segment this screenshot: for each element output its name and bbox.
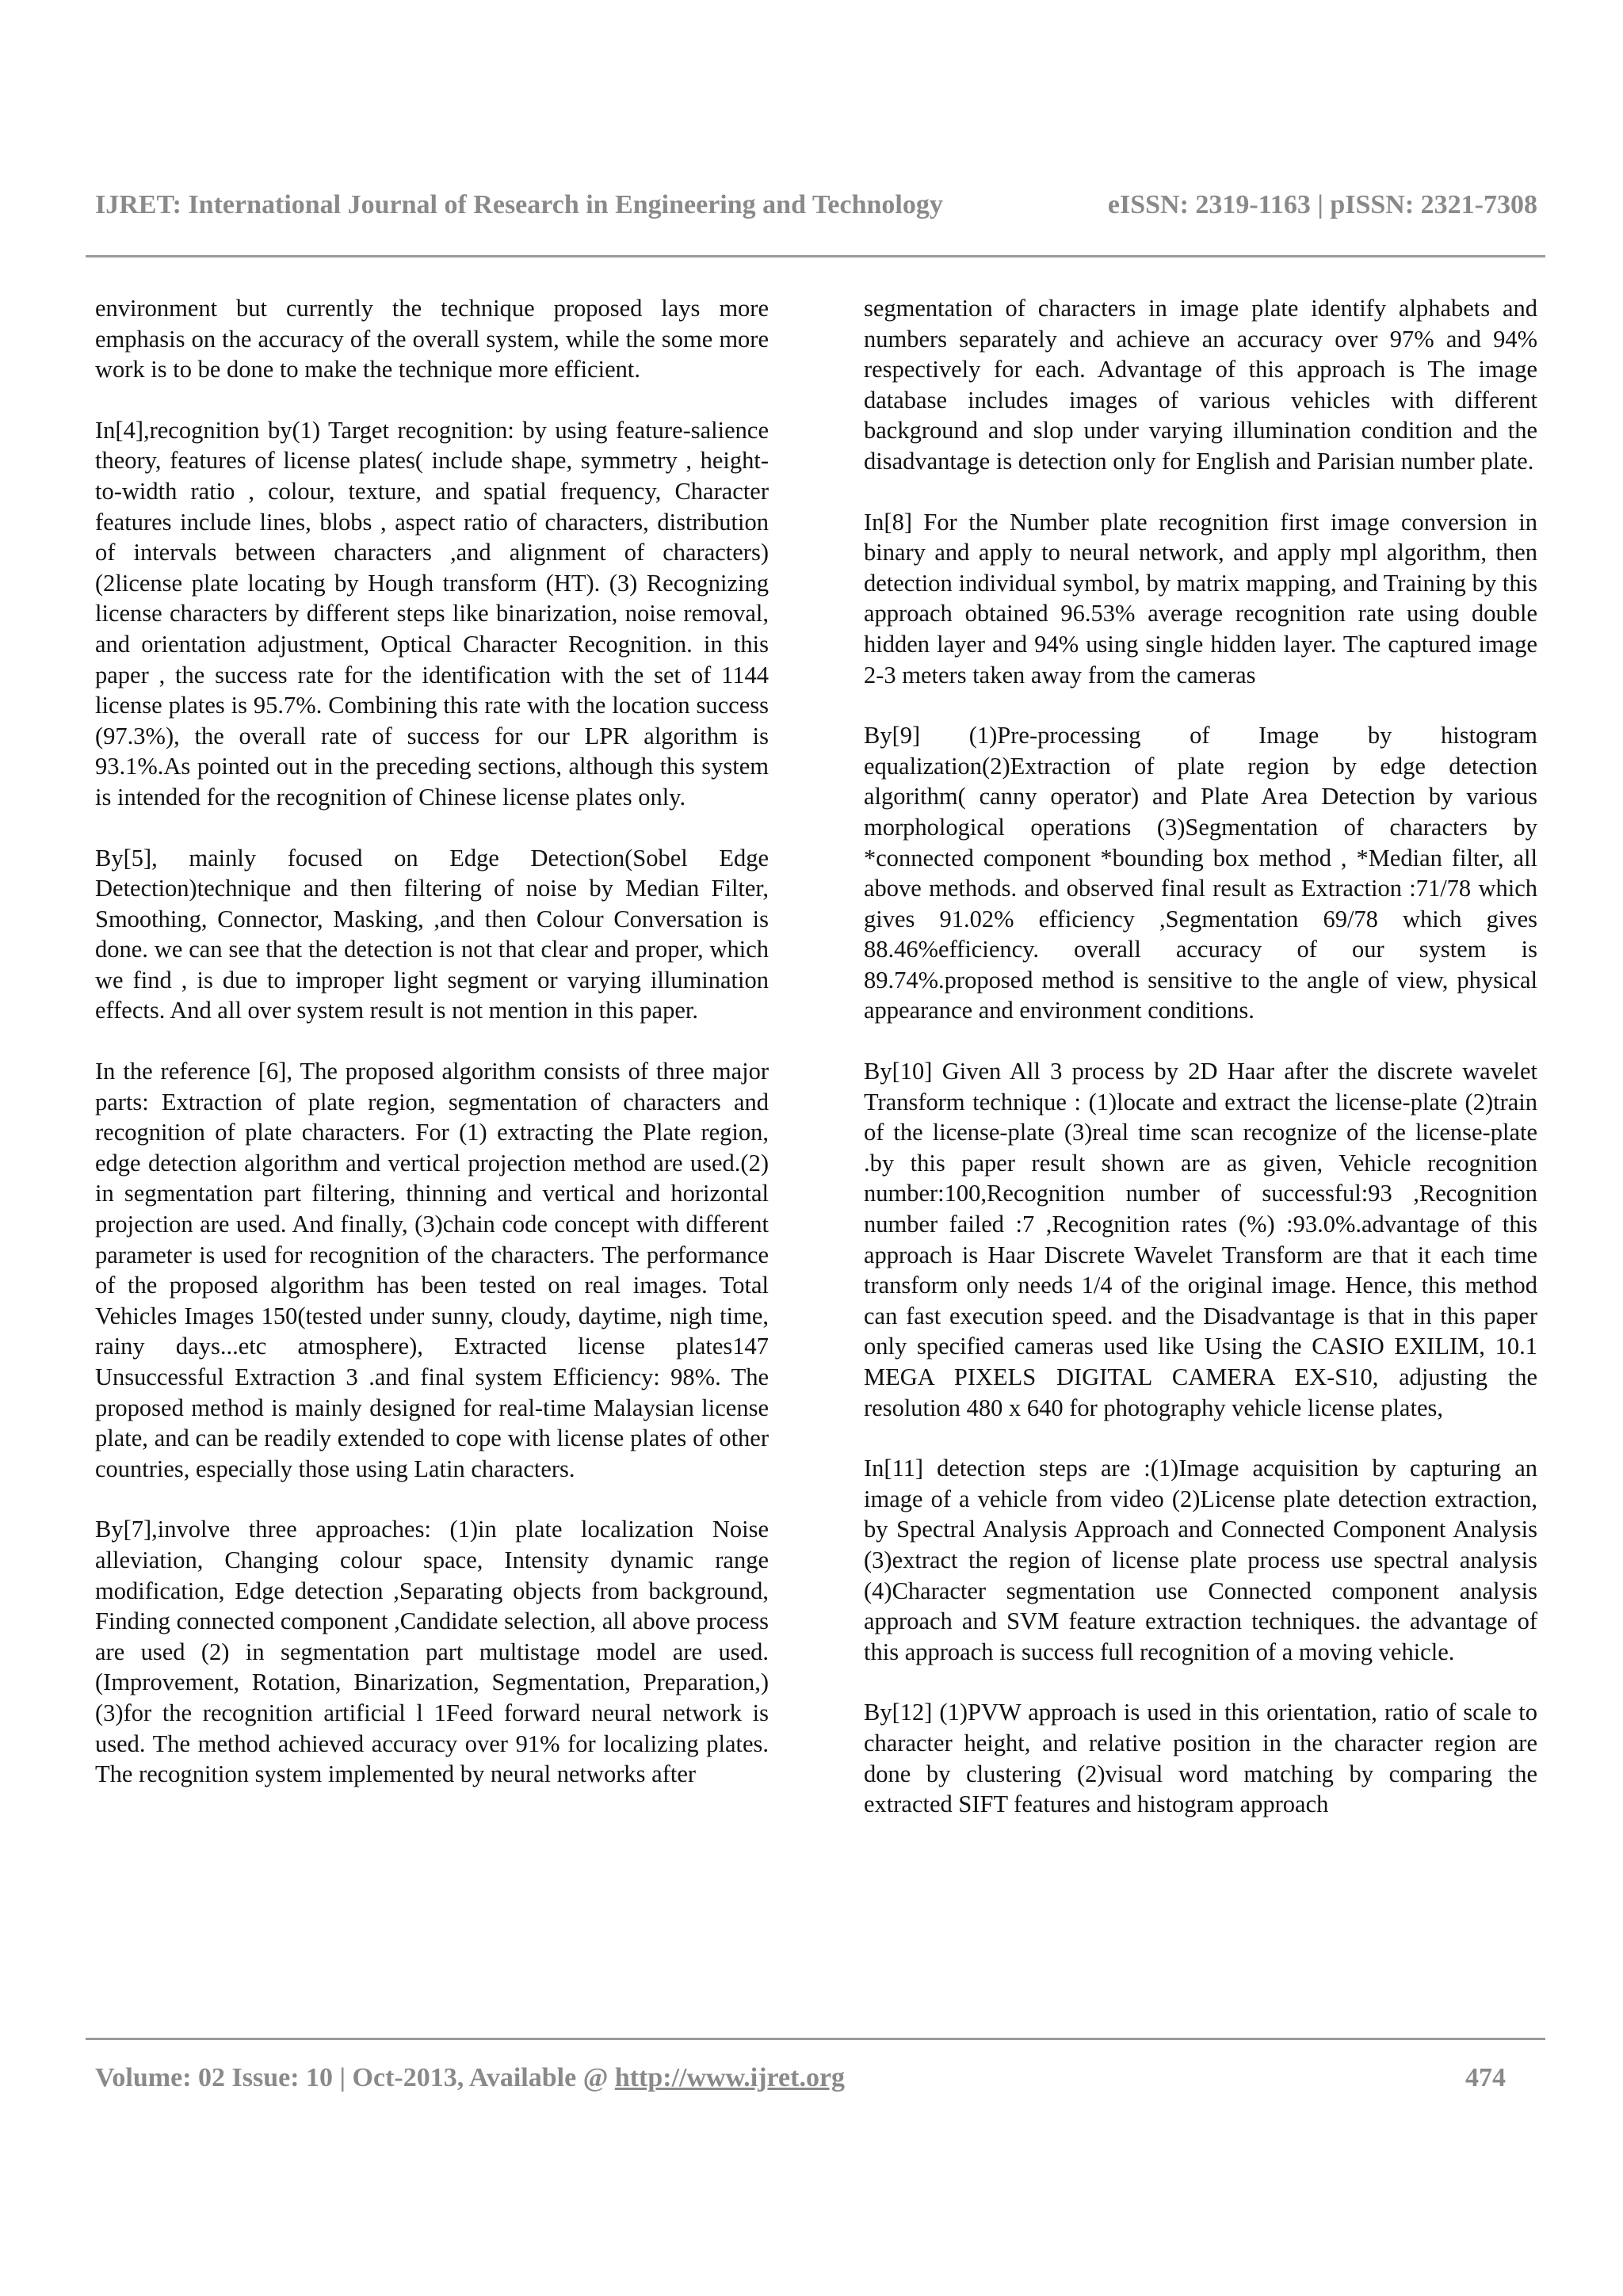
paragraph: In[11] detection steps are :(1)Image acquisition by capturing an image of a vehicle from video (2)License plate detection extraction, by Spectral Analysis Approach and Connected Component Analysis (3)extract the region of license plate process use spectral analysis (4)Character segmentation use Connected component analysis approach and SVM feature extraction techniques. the advantage of this approach is success full recognition of a moving vehicle.	[864, 1455, 1537, 1665]
volume-info	[95, 2063, 845, 2093]
paragraph: In the reference [6], The proposed algorithm consists of three major parts: Extraction of plate region, segmentation of characters and recognition of plate characters. For (1) extracting the Plate region, edge detection algorithm and vertical projection method are used.(2) in segmentation part filtering, thinning and vertical and horizontal projection are used. And finally, (3)chain code concept with different parameter is used for recognition of the characters. The performance of the proposed algorithm has been tested on real images. Total Vehicles Images 150(tested under sunny, cloudy, daytime, nigh time, rainy days...etc atmosphere), Extracted license plates147 Unsuccessful Extraction 3 .and final system Efficiency: 98%. The proposed method is mainly designed for real-time Malaysian license plate, and can be readily extended to cope with license plates of other countries, especially those using Latin characters.	[95, 1058, 769, 1482]
paragraph: By[10] Given All 3 process by 2D Haar after the discrete wavelet Transform technique : (1)locate and extract the license-plate (2)train of the license-plate (3)real time scan recognize of the license-plate .by this paper result shown are as given, Vehicle recognition number:100,Recognition number of successful:93 ,Recognition number failed :7 ,Recognition rates (%) :93.0%.advantage of this approach is Haar Discrete Wavelet Transform are that it each time transform only needs 1/4 of the original image. Hence, this method can fast execution speed. and the Disadvantage is that in this paper only specified cameras used like Using the CASIO EXILIM, 10.1 MEGA PIXELS DIGITAL CAMERA EX-S10, adjusting the resolution 480 x 640 for photography vehicle license plates,	[864, 1058, 1537, 1421]
paragraph: segmentation of characters in image plate identify alphabets and numbers separately and achieve an accuracy over 97% and 94% respectively for each. Advantage of this approach is The image database includes images of various vehicles with different background and slop under varying illumination condition and the disadvantage is detection only for English and Parisian number plate.	[864, 295, 1537, 475]
page-number: 474	[1465, 2063, 1506, 2092]
paragraph: By[5], mainly focused on Edge Detection(Sobel Edge Detection)technique and then filtering of noise by Median Filter, Smoothing, Connector, Masking, ,and then Colour Conversation is done. we can see that the detection is not that clear and proper, which we find , is due to improper light segment or varying illumination effects. And all over system result is not mention in this paper.	[95, 844, 769, 1024]
paragraph: In[8] For the Number plate recognition first image conversion in binary and apply to neural network, and apply mpl algorithm, then detection individual symbol, by matrix mapping, and Training by this approach obtained 96.53% average recognition rate using double hidden layer and 94% using single hidden layer. The captured image 2-3 meters taken away from the cameras	[864, 508, 1537, 688]
issn-info: eISSN: 2319-1163 | pISSN: 2321-7308	[1107, 190, 1537, 219]
page-footer	[95, 2063, 1506, 2093]
paragraph: By[9] (1)Pre-processing of Image by histogram equalization(2)Extraction of plate region by edge detection algorithm( canny operator) and Plate Area Detection by various morphological operations (3)Segmentation of characters by *connected component *bounding box method , *Median filter, all above methods. and observed final result as Extraction :71/78 which gives 91.02% efficiency ,Segmentation 69/78 which gives 88.46%efficiency. overall accuracy of our system is 89.74%.proposed method is sensitive to the angle of view, physical appearance and environment conditions.	[864, 722, 1537, 1024]
paragraph: In[4],recognition by(1) Target recognition: by using feature-salience theory, features of license plates( include shape, symmetry , height-to-width ratio , colour, texture, and spatial frequency, Character features include lines, blobs , aspect ratio of characters, distribution of intervals between characters ,and alignment of characters) (2license plate locating by Hough transform (HT). (3) Recognizing license characters by different steps like binarization, noise removal, and orientation adjustment, Optical Character Recognition. in this paper , the success rate for the identification with the set of 1144 license plates is 95.7%. Combining this rate with the location success (97.3%), the overall rate of success for our LPR algorithm is 93.1%.As pointed out in the preceding sections, although this system is intended for the recognition of Chinese license plates only.	[95, 416, 769, 810]
paragraph: By[12] (1)PVW approach is used in this orientation, ratio of scale to character height, and relative position in the character region are done by clustering (2)visual word matching by comparing the extracted SIFT features and histogram approach	[864, 1699, 1537, 1818]
right-column	[864, 293, 1537, 1820]
journal-title: IJRET: International Journal of Research in Engineering and Technology	[95, 190, 943, 219]
page-header	[95, 190, 1537, 220]
left-column	[95, 293, 769, 1790]
paragraph: By[7],involve three approaches: (1)in plate localization Noise alleviation, Changing colour space, Intensity dynamic range modification, Edge detection ,Separating objects from background, Finding connected component ,Candidate selection, all above process are used (2) in segmentation part multistage model are used.(Improvement, Rotation, Binarization, Segmentation, Preparation,) (3)for the recognition artificial l 1Feed forward neural network is used. The method achieved accuracy over 91% for localizing plates. The recognition system implemented by neural networks after	[95, 1516, 769, 1788]
paragraph: environment but currently the technique proposed lays more emphasis on the accuracy of the overall system, while the some more work is to be done to make the technique more efficient.	[95, 295, 769, 383]
journal-link[interactable]: http://www.ijret.org	[614, 2063, 846, 2092]
footer-divider	[86, 2038, 1545, 2040]
header-divider	[86, 255, 1545, 257]
volume-text: Volume: 02 Issue: 10 | Oct-2013, Available @	[95, 2063, 615, 2092]
